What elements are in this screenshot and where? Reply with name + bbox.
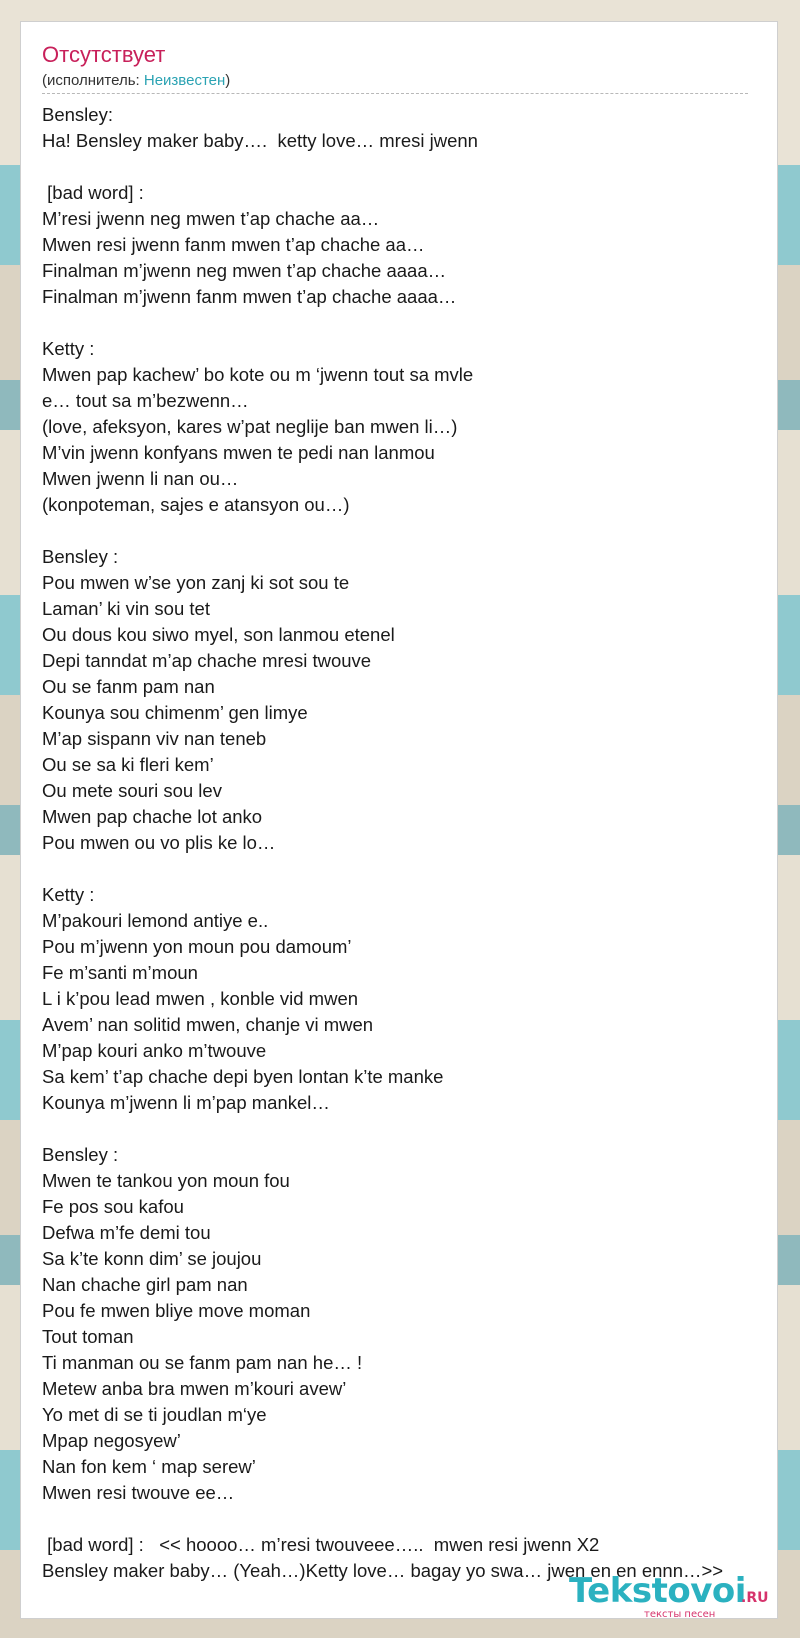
lyric-line: Mwen pap kachew’ bo kote ou m ‘jwenn tout sa mvle — [42, 364, 474, 385]
lyric-line: Sa kem’ t’ap chache depi byen lontan k’te manke — [42, 1066, 444, 1087]
lyric-line: Mwen te tankou yon moun fou — [42, 1170, 290, 1191]
artist-suffix: ) — [225, 72, 231, 89]
lyric-line: Bensley : — [42, 546, 119, 567]
lyric-line: Avem’ nan solitid mwen, chanje vi mwen — [42, 1014, 374, 1035]
lyric-line: (konpoteman, sajes e atansyon ou…) — [42, 494, 350, 515]
lyric-line: Bensley maker baby… (Yeah…)Ketty love… bagay yo swa… jwen en en ennn…>> — [42, 1560, 724, 1581]
lyric-line: L i k’pou lead mwen , konble vid mwen — [42, 988, 359, 1009]
lyric-line: Ti manman ou se fanm pam nan he… ! — [42, 1352, 363, 1373]
lyric-line: Nan fon kem ‘ map serew’ — [42, 1456, 256, 1477]
lyric-line: Metew anba bra mwen m’kouri avew’ — [42, 1378, 347, 1399]
header-divider — [42, 93, 748, 94]
lyric-line: Fe m’santi m’moun — [42, 962, 198, 983]
artist-line — [42, 72, 230, 90]
lyric-line: M’pap kouri anko m’twouve — [42, 1040, 267, 1061]
lyric-line: Yo met di se ti joudlan m‘ye — [42, 1404, 267, 1425]
lyric-line: Ou se sa ki fleri kem’ — [42, 754, 214, 775]
lyric-line: Ketty : — [42, 884, 95, 905]
lyric-line: Mwen pap chache lot anko — [42, 806, 263, 827]
lyric-line: Ou se fanm pam nan — [42, 676, 215, 697]
lyrics-card — [20, 21, 778, 1619]
lyric-line — [42, 154, 782, 180]
artist-link[interactable]: Неизвестен — [143, 72, 226, 89]
lyric-line: Pou fe mwen bliye move moman — [42, 1300, 311, 1321]
lyric-line: Sa k’te konn dim’ se joujou — [42, 1248, 262, 1269]
lyric-line: Mwen resi jwenn fanm mwen t’ap chache aa… — [42, 234, 425, 255]
lyric-line: Fe pos sou kafou — [42, 1196, 184, 1217]
lyric-line: Finalman m’jwenn neg mwen t’ap chache aaaa… — [42, 260, 447, 281]
logo-tld: .RU — [741, 1590, 769, 1606]
lyric-line: Mwen jwenn li nan ou… — [42, 468, 239, 489]
lyric-line: Kounya m’jwenn li m’pap mankel… — [42, 1092, 330, 1113]
lyric-line: Laman’ ki vin sou tet — [42, 598, 210, 619]
lyric-line: M’ap sispann viv nan teneb — [42, 728, 267, 749]
lyric-line: Depi tanndat m’ap chache mresi twouve — [42, 650, 372, 671]
lyric-line: Ketty : — [42, 338, 95, 359]
lyric-line: Pou mwen w’se yon zanj ki sot sou te — [42, 572, 350, 593]
artist-prefix: (исполнитель: — [42, 72, 144, 89]
logo-wordmark: Tekstovoi — [569, 1571, 746, 1611]
lyric-line: Kounya sou chimenm’ gen limye — [42, 702, 308, 723]
lyric-line — [42, 518, 782, 544]
lyric-line: Mwen resi twouve ee… — [42, 1482, 235, 1503]
lyric-line — [42, 310, 782, 336]
lyric-line — [42, 856, 782, 882]
lyric-line: Tout toman — [42, 1326, 134, 1347]
lyric-line — [42, 1506, 782, 1532]
lyric-line: Ha! Bensley maker baby…. ketty love… mresi jwenn — [42, 130, 478, 151]
lyric-line: M’vin jwenn konfyans mwen te pedi nan lanmou — [42, 442, 435, 463]
lyric-line: Pou mwen ou vo plis ke lo… — [42, 832, 276, 853]
lyric-line: M’pakouri lemond antiye e.. — [42, 910, 269, 931]
lyric-line: Nan chache girl pam nan — [42, 1274, 248, 1295]
lyric-line: Ou mete souri sou lev — [42, 780, 222, 801]
lyric-line: (love, afeksyon, kares w’pat neglije ban mwen li…) — [42, 416, 458, 437]
song-title: Отсутствует — [42, 42, 166, 67]
lyric-line — [42, 1116, 782, 1142]
lyric-line: Mpap negosyew’ — [42, 1430, 181, 1451]
lyric-line: Pou m’jwenn yon moun pou damoum’ — [42, 936, 352, 957]
lyric-line: Defwa m’fe demi tou — [42, 1222, 211, 1243]
lyric-line: Bensley : — [42, 1144, 119, 1165]
lyric-line: e… tout sa m’bezwenn… — [42, 390, 249, 411]
lyric-line: Finalman m’jwenn fanm mwen t’ap chache aaaa… — [42, 286, 457, 307]
lyric-line: [bad word] : << hoooo… m’resi twouveee….. mwen resi jwenn X2 — [42, 1534, 600, 1555]
tekstovoi-logo[interactable] — [569, 1572, 774, 1622]
logo-subtitle: тексты песен — [644, 1609, 716, 1620]
lyric-line: [bad word] : — [42, 182, 144, 203]
lyric-line: Bensley: — [42, 104, 113, 125]
lyric-line: Ou dous kou siwo myel, son lanmou etenel — [42, 624, 395, 645]
lyric-line: M’resi jwenn neg mwen t’ap chache aa… — [42, 208, 380, 229]
lyrics-text — [42, 102, 782, 1584]
